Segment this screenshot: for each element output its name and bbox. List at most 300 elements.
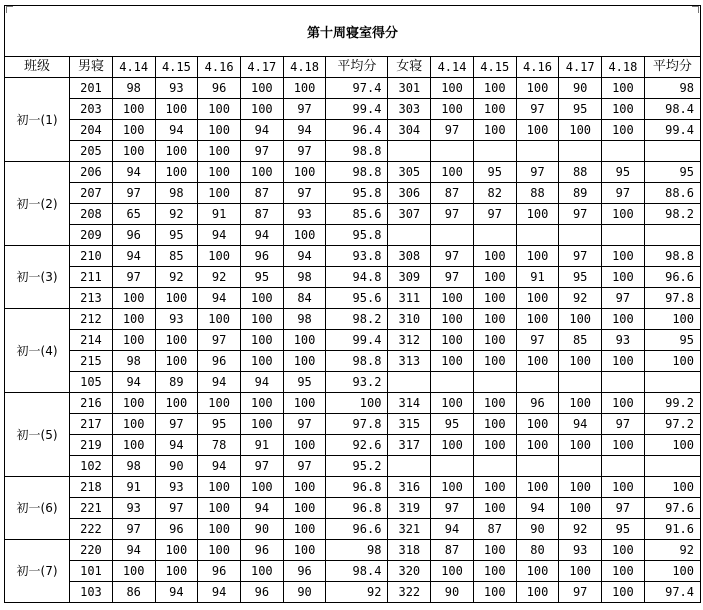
girl-dorm-number-cell: 318 bbox=[388, 540, 431, 561]
girl-score-cell: 100 bbox=[602, 582, 645, 603]
girl-score-cell: 100 bbox=[559, 498, 602, 519]
girl-average-cell bbox=[644, 225, 700, 246]
girl-score-cell: 100 bbox=[516, 414, 559, 435]
boy-score-cell: 98 bbox=[112, 351, 155, 372]
boy-score-cell: 94 bbox=[283, 120, 326, 141]
girl-score-cell: 100 bbox=[431, 162, 474, 183]
boy-score-cell: 96 bbox=[198, 561, 241, 582]
boy-score-cell: 100 bbox=[198, 519, 241, 540]
girl-score-cell bbox=[473, 456, 516, 477]
girl-score-cell: 100 bbox=[559, 435, 602, 456]
boy-dorm-number-cell: 203 bbox=[70, 99, 113, 120]
girl-score-cell: 100 bbox=[602, 351, 645, 372]
boy-score-cell: 100 bbox=[240, 414, 283, 435]
boy-score-cell: 100 bbox=[283, 162, 326, 183]
boy-score-cell: 93 bbox=[155, 477, 198, 498]
boy-dorm-number-cell: 213 bbox=[70, 288, 113, 309]
boy-score-cell: 100 bbox=[283, 78, 326, 99]
boy-dorm-number-cell: 102 bbox=[70, 456, 113, 477]
header-date: 4.17 bbox=[559, 57, 602, 78]
girl-score-cell: 100 bbox=[602, 99, 645, 120]
girl-score-cell: 100 bbox=[516, 477, 559, 498]
boy-score-cell: 97 bbox=[283, 141, 326, 162]
girl-average-cell: 100 bbox=[644, 309, 700, 330]
girl-score-cell: 100 bbox=[473, 498, 516, 519]
girl-score-cell: 97 bbox=[559, 246, 602, 267]
girl-score-cell: 100 bbox=[473, 309, 516, 330]
header-date: 4.14 bbox=[112, 57, 155, 78]
score-sheet bbox=[4, 5, 701, 603]
girl-score-cell: 97 bbox=[431, 267, 474, 288]
girl-dorm-number-cell: 301 bbox=[388, 78, 431, 99]
boy-average-cell: 99.4 bbox=[326, 330, 388, 351]
boy-score-cell: 100 bbox=[283, 540, 326, 561]
girl-score-cell: 97 bbox=[516, 99, 559, 120]
table-row bbox=[5, 246, 701, 267]
table-title: 第十周寝室得分 bbox=[5, 6, 701, 57]
girl-dorm-number-cell: 320 bbox=[388, 561, 431, 582]
girl-average-cell: 97.8 bbox=[644, 288, 700, 309]
girl-score-cell: 92 bbox=[559, 519, 602, 540]
header-date: 4.15 bbox=[155, 57, 198, 78]
boy-score-cell: 100 bbox=[198, 246, 241, 267]
girl-score-cell: 97 bbox=[431, 120, 474, 141]
header-date: 4.18 bbox=[283, 57, 326, 78]
girl-score-cell: 100 bbox=[516, 204, 559, 225]
boy-score-cell: 100 bbox=[283, 435, 326, 456]
girl-score-cell: 100 bbox=[473, 561, 516, 582]
girl-score-cell: 100 bbox=[559, 309, 602, 330]
girl-score-cell: 100 bbox=[516, 78, 559, 99]
girl-score-cell: 100 bbox=[602, 120, 645, 141]
boy-score-cell: 85 bbox=[155, 246, 198, 267]
boy-average-cell: 98.2 bbox=[326, 309, 388, 330]
boy-score-cell: 96 bbox=[198, 351, 241, 372]
girl-score-cell: 90 bbox=[516, 519, 559, 540]
boy-score-cell: 100 bbox=[155, 162, 198, 183]
table-row bbox=[5, 414, 701, 435]
boy-dorm-number-cell: 208 bbox=[70, 204, 113, 225]
girl-score-cell: 100 bbox=[516, 561, 559, 582]
boy-score-cell: 96 bbox=[198, 78, 241, 99]
boy-dorm-number-cell: 216 bbox=[70, 393, 113, 414]
girl-dorm-number-cell: 313 bbox=[388, 351, 431, 372]
girl-score-cell: 100 bbox=[602, 246, 645, 267]
girl-score-cell: 97 bbox=[516, 330, 559, 351]
boy-average-cell: 95.8 bbox=[326, 225, 388, 246]
boy-score-cell: 94 bbox=[198, 372, 241, 393]
girl-score-cell: 100 bbox=[602, 309, 645, 330]
girl-score-cell: 100 bbox=[473, 540, 516, 561]
girl-dorm-number-cell: 309 bbox=[388, 267, 431, 288]
girl-dorm-number-cell: 303 bbox=[388, 99, 431, 120]
boy-score-cell: 100 bbox=[155, 540, 198, 561]
class-name-cell: 初一(1) bbox=[5, 78, 70, 162]
header-date: 4.15 bbox=[473, 57, 516, 78]
boy-average-cell: 92 bbox=[326, 582, 388, 603]
table-row bbox=[5, 582, 701, 603]
girl-score-cell: 96 bbox=[516, 393, 559, 414]
girl-score-cell: 91 bbox=[516, 267, 559, 288]
boy-score-cell: 96 bbox=[240, 540, 283, 561]
girl-score-cell: 100 bbox=[516, 582, 559, 603]
boy-average-cell: 97.4 bbox=[326, 78, 388, 99]
boy-score-cell: 100 bbox=[198, 162, 241, 183]
boy-score-cell: 100 bbox=[112, 330, 155, 351]
girl-score-cell: 85 bbox=[559, 330, 602, 351]
table-row bbox=[5, 267, 701, 288]
girl-average-cell: 98.8 bbox=[644, 246, 700, 267]
girl-score-cell: 97 bbox=[559, 204, 602, 225]
boy-score-cell: 97 bbox=[283, 414, 326, 435]
table-row bbox=[5, 456, 701, 477]
table-row bbox=[5, 477, 701, 498]
boy-score-cell: 100 bbox=[198, 141, 241, 162]
boy-dorm-number-cell: 214 bbox=[70, 330, 113, 351]
girl-score-cell bbox=[473, 225, 516, 246]
boy-score-cell: 100 bbox=[283, 351, 326, 372]
boy-score-cell: 100 bbox=[198, 540, 241, 561]
boy-score-cell: 93 bbox=[283, 204, 326, 225]
boy-score-cell: 94 bbox=[155, 582, 198, 603]
girl-score-cell: 82 bbox=[473, 183, 516, 204]
header-average: 平均分 bbox=[644, 57, 700, 78]
boy-score-cell: 95 bbox=[198, 414, 241, 435]
girl-average-cell: 96.6 bbox=[644, 267, 700, 288]
boy-average-cell: 93.8 bbox=[326, 246, 388, 267]
boy-average-cell: 93.2 bbox=[326, 372, 388, 393]
boy-dorm-number-cell: 105 bbox=[70, 372, 113, 393]
boy-dorm-number-cell: 218 bbox=[70, 477, 113, 498]
boy-dorm-number-cell: 101 bbox=[70, 561, 113, 582]
girl-score-cell: 100 bbox=[602, 561, 645, 582]
boy-score-cell: 100 bbox=[283, 519, 326, 540]
boy-score-cell: 100 bbox=[240, 561, 283, 582]
girl-average-cell: 98.2 bbox=[644, 204, 700, 225]
girl-score-cell bbox=[516, 456, 559, 477]
table-row bbox=[5, 330, 701, 351]
table-row bbox=[5, 78, 701, 99]
boy-score-cell: 97 bbox=[283, 183, 326, 204]
girl-score-cell: 95 bbox=[559, 267, 602, 288]
boy-score-cell: 98 bbox=[283, 267, 326, 288]
girl-score-cell: 100 bbox=[602, 435, 645, 456]
boy-score-cell: 90 bbox=[155, 456, 198, 477]
girl-dorm-number-cell: 316 bbox=[388, 477, 431, 498]
boy-score-cell: 94 bbox=[198, 456, 241, 477]
girl-average-cell: 100 bbox=[644, 477, 700, 498]
boy-score-cell: 95 bbox=[283, 372, 326, 393]
boy-dorm-number-cell: 211 bbox=[70, 267, 113, 288]
girl-score-cell: 88 bbox=[559, 162, 602, 183]
boy-score-cell: 92 bbox=[155, 267, 198, 288]
boy-dorm-number-cell: 207 bbox=[70, 183, 113, 204]
girl-average-cell bbox=[644, 141, 700, 162]
girl-dorm-number-cell: 315 bbox=[388, 414, 431, 435]
boy-average-cell: 95.2 bbox=[326, 456, 388, 477]
boy-score-cell: 97 bbox=[112, 183, 155, 204]
girl-score-cell bbox=[602, 141, 645, 162]
girl-score-cell: 92 bbox=[559, 288, 602, 309]
boy-dorm-number-cell: 201 bbox=[70, 78, 113, 99]
boy-score-cell: 100 bbox=[198, 393, 241, 414]
header-boys-dorm: 男寝 bbox=[70, 57, 113, 78]
boy-score-cell: 100 bbox=[155, 330, 198, 351]
boy-score-cell: 100 bbox=[198, 498, 241, 519]
girl-average-cell: 95 bbox=[644, 330, 700, 351]
girl-score-cell bbox=[431, 141, 474, 162]
page-corner-mark bbox=[692, 6, 699, 13]
girl-score-cell: 97 bbox=[559, 582, 602, 603]
boy-dorm-number-cell: 210 bbox=[70, 246, 113, 267]
boy-score-cell: 97 bbox=[112, 519, 155, 540]
girl-score-cell: 100 bbox=[602, 393, 645, 414]
table-row bbox=[5, 393, 701, 414]
boy-score-cell: 94 bbox=[240, 372, 283, 393]
boy-score-cell: 94 bbox=[198, 582, 241, 603]
girl-score-cell: 87 bbox=[431, 183, 474, 204]
girl-score-cell: 90 bbox=[431, 582, 474, 603]
girl-score-cell: 100 bbox=[473, 393, 516, 414]
boy-score-cell: 100 bbox=[283, 393, 326, 414]
boy-score-cell: 100 bbox=[198, 183, 241, 204]
girl-score-cell bbox=[602, 225, 645, 246]
girl-score-cell: 94 bbox=[516, 498, 559, 519]
table-row bbox=[5, 225, 701, 246]
girl-score-cell: 97 bbox=[602, 414, 645, 435]
table-row bbox=[5, 183, 701, 204]
girl-score-cell: 100 bbox=[431, 309, 474, 330]
girl-average-cell: 95 bbox=[644, 162, 700, 183]
boy-average-cell: 96.6 bbox=[326, 519, 388, 540]
girl-dorm-number-cell: 322 bbox=[388, 582, 431, 603]
dorm-score-table bbox=[4, 5, 701, 603]
boy-score-cell: 100 bbox=[112, 120, 155, 141]
header-average: 平均分 bbox=[326, 57, 388, 78]
table-row bbox=[5, 351, 701, 372]
boy-score-cell: 98 bbox=[112, 78, 155, 99]
boy-score-cell: 91 bbox=[112, 477, 155, 498]
table-row bbox=[5, 99, 701, 120]
girl-score-cell: 87 bbox=[431, 540, 474, 561]
boy-average-cell: 98.8 bbox=[326, 162, 388, 183]
girl-average-cell: 92 bbox=[644, 540, 700, 561]
boy-score-cell: 100 bbox=[240, 99, 283, 120]
girl-score-cell: 95 bbox=[602, 519, 645, 540]
girl-dorm-number-cell: 311 bbox=[388, 288, 431, 309]
boy-dorm-number-cell: 212 bbox=[70, 309, 113, 330]
boy-dorm-number-cell: 209 bbox=[70, 225, 113, 246]
boy-average-cell: 96.8 bbox=[326, 477, 388, 498]
girl-score-cell: 100 bbox=[602, 204, 645, 225]
boy-score-cell: 97 bbox=[112, 267, 155, 288]
boy-score-cell: 93 bbox=[155, 78, 198, 99]
header-date: 4.17 bbox=[240, 57, 283, 78]
boy-score-cell: 90 bbox=[240, 519, 283, 540]
girl-score-cell: 100 bbox=[516, 309, 559, 330]
boy-average-cell: 100 bbox=[326, 393, 388, 414]
class-name-cell: 初一(2) bbox=[5, 162, 70, 246]
girl-score-cell: 97 bbox=[431, 498, 474, 519]
girl-score-cell: 100 bbox=[431, 330, 474, 351]
boy-score-cell: 100 bbox=[155, 561, 198, 582]
girl-average-cell: 100 bbox=[644, 561, 700, 582]
girl-average-cell: 91.6 bbox=[644, 519, 700, 540]
boy-average-cell: 97.8 bbox=[326, 414, 388, 435]
boy-score-cell: 100 bbox=[112, 99, 155, 120]
girl-average-cell: 99.4 bbox=[644, 120, 700, 141]
boy-score-cell: 100 bbox=[283, 225, 326, 246]
class-name-cell: 初一(6) bbox=[5, 477, 70, 540]
table-row bbox=[5, 561, 701, 582]
boy-dorm-number-cell: 221 bbox=[70, 498, 113, 519]
girl-score-cell: 100 bbox=[431, 393, 474, 414]
girl-score-cell: 100 bbox=[473, 414, 516, 435]
girl-dorm-number-cell: 310 bbox=[388, 309, 431, 330]
boy-score-cell: 86 bbox=[112, 582, 155, 603]
boy-score-cell: 92 bbox=[155, 204, 198, 225]
boy-score-cell: 87 bbox=[240, 183, 283, 204]
girl-score-cell: 87 bbox=[473, 519, 516, 540]
boy-average-cell: 98.8 bbox=[326, 141, 388, 162]
boy-score-cell: 100 bbox=[198, 477, 241, 498]
girl-dorm-number-cell: 319 bbox=[388, 498, 431, 519]
girl-score-cell: 100 bbox=[431, 351, 474, 372]
boy-score-cell: 96 bbox=[155, 519, 198, 540]
girl-average-cell: 97.6 bbox=[644, 498, 700, 519]
boy-score-cell: 100 bbox=[112, 435, 155, 456]
girl-score-cell: 89 bbox=[559, 183, 602, 204]
header-date: 4.18 bbox=[602, 57, 645, 78]
girl-score-cell: 97 bbox=[602, 498, 645, 519]
boy-average-cell: 85.6 bbox=[326, 204, 388, 225]
boy-score-cell: 100 bbox=[240, 309, 283, 330]
boy-score-cell: 100 bbox=[198, 99, 241, 120]
boy-average-cell: 96.4 bbox=[326, 120, 388, 141]
girl-score-cell: 100 bbox=[602, 540, 645, 561]
girl-average-cell: 100 bbox=[644, 351, 700, 372]
table-row bbox=[5, 204, 701, 225]
girl-dorm-number-cell: 304 bbox=[388, 120, 431, 141]
boy-score-cell: 94 bbox=[240, 120, 283, 141]
boy-score-cell: 90 bbox=[283, 582, 326, 603]
girl-average-cell: 99.2 bbox=[644, 393, 700, 414]
girl-score-cell: 100 bbox=[473, 288, 516, 309]
boy-dorm-number-cell: 204 bbox=[70, 120, 113, 141]
boy-score-cell: 100 bbox=[155, 351, 198, 372]
boy-score-cell: 93 bbox=[112, 498, 155, 519]
girl-score-cell: 100 bbox=[559, 351, 602, 372]
girl-score-cell: 100 bbox=[473, 582, 516, 603]
boy-score-cell: 100 bbox=[112, 141, 155, 162]
girl-score-cell: 100 bbox=[516, 288, 559, 309]
girl-score-cell: 90 bbox=[559, 78, 602, 99]
girl-score-cell: 100 bbox=[516, 120, 559, 141]
table-row bbox=[5, 519, 701, 540]
boy-average-cell: 99.4 bbox=[326, 99, 388, 120]
girl-score-cell: 100 bbox=[559, 561, 602, 582]
boy-score-cell: 94 bbox=[112, 162, 155, 183]
girl-score-cell bbox=[602, 372, 645, 393]
boy-score-cell: 100 bbox=[240, 393, 283, 414]
boy-score-cell: 94 bbox=[283, 246, 326, 267]
boy-score-cell: 100 bbox=[112, 309, 155, 330]
boy-score-cell: 84 bbox=[283, 288, 326, 309]
boy-score-cell: 100 bbox=[112, 393, 155, 414]
boy-score-cell: 100 bbox=[112, 561, 155, 582]
girl-dorm-number-cell: 306 bbox=[388, 183, 431, 204]
girl-average-cell: 88.6 bbox=[644, 183, 700, 204]
boy-score-cell: 100 bbox=[155, 141, 198, 162]
girl-score-cell: 100 bbox=[431, 435, 474, 456]
boy-dorm-number-cell: 205 bbox=[70, 141, 113, 162]
girl-score-cell: 93 bbox=[559, 540, 602, 561]
boy-score-cell: 87 bbox=[240, 204, 283, 225]
girl-score-cell: 100 bbox=[473, 99, 516, 120]
boy-score-cell: 96 bbox=[283, 561, 326, 582]
header-girls-dorm: 女寝 bbox=[388, 57, 431, 78]
table-row bbox=[5, 498, 701, 519]
boy-score-cell: 100 bbox=[155, 393, 198, 414]
boy-score-cell: 89 bbox=[155, 372, 198, 393]
girl-score-cell: 80 bbox=[516, 540, 559, 561]
girl-score-cell: 100 bbox=[431, 78, 474, 99]
girl-dorm-number-cell: 307 bbox=[388, 204, 431, 225]
table-row bbox=[5, 120, 701, 141]
girl-score-cell: 100 bbox=[473, 477, 516, 498]
girl-score-cell: 100 bbox=[473, 267, 516, 288]
girl-score-cell bbox=[516, 372, 559, 393]
boy-score-cell: 100 bbox=[240, 288, 283, 309]
girl-score-cell: 100 bbox=[473, 78, 516, 99]
boy-score-cell: 98 bbox=[283, 309, 326, 330]
boy-score-cell: 100 bbox=[240, 351, 283, 372]
boy-score-cell: 97 bbox=[198, 330, 241, 351]
header-row bbox=[5, 57, 701, 78]
girl-score-cell: 100 bbox=[473, 246, 516, 267]
boy-score-cell: 100 bbox=[198, 120, 241, 141]
girl-score-cell: 100 bbox=[431, 99, 474, 120]
girl-dorm-number-cell: 312 bbox=[388, 330, 431, 351]
girl-dorm-number-cell: 314 bbox=[388, 393, 431, 414]
boy-score-cell: 97 bbox=[155, 498, 198, 519]
girl-score-cell: 95 bbox=[473, 162, 516, 183]
boy-score-cell: 100 bbox=[283, 330, 326, 351]
girl-dorm-number-cell: 317 bbox=[388, 435, 431, 456]
girl-score-cell: 100 bbox=[516, 351, 559, 372]
boy-score-cell: 94 bbox=[112, 540, 155, 561]
girl-dorm-number-cell: 305 bbox=[388, 162, 431, 183]
girl-score-cell bbox=[516, 225, 559, 246]
boy-score-cell: 65 bbox=[112, 204, 155, 225]
girl-score-cell: 88 bbox=[516, 183, 559, 204]
boy-dorm-number-cell: 219 bbox=[70, 435, 113, 456]
girl-score-cell bbox=[431, 372, 474, 393]
boy-score-cell: 98 bbox=[112, 456, 155, 477]
girl-score-cell: 94 bbox=[559, 414, 602, 435]
girl-score-cell: 100 bbox=[431, 288, 474, 309]
girl-score-cell: 95 bbox=[431, 414, 474, 435]
girl-score-cell bbox=[473, 141, 516, 162]
girl-score-cell: 100 bbox=[559, 120, 602, 141]
boy-score-cell: 100 bbox=[155, 99, 198, 120]
table-row bbox=[5, 372, 701, 393]
girl-score-cell: 100 bbox=[516, 435, 559, 456]
boy-dorm-number-cell: 103 bbox=[70, 582, 113, 603]
boy-score-cell: 96 bbox=[240, 246, 283, 267]
girl-score-cell: 97 bbox=[473, 204, 516, 225]
girl-score-cell: 100 bbox=[602, 78, 645, 99]
